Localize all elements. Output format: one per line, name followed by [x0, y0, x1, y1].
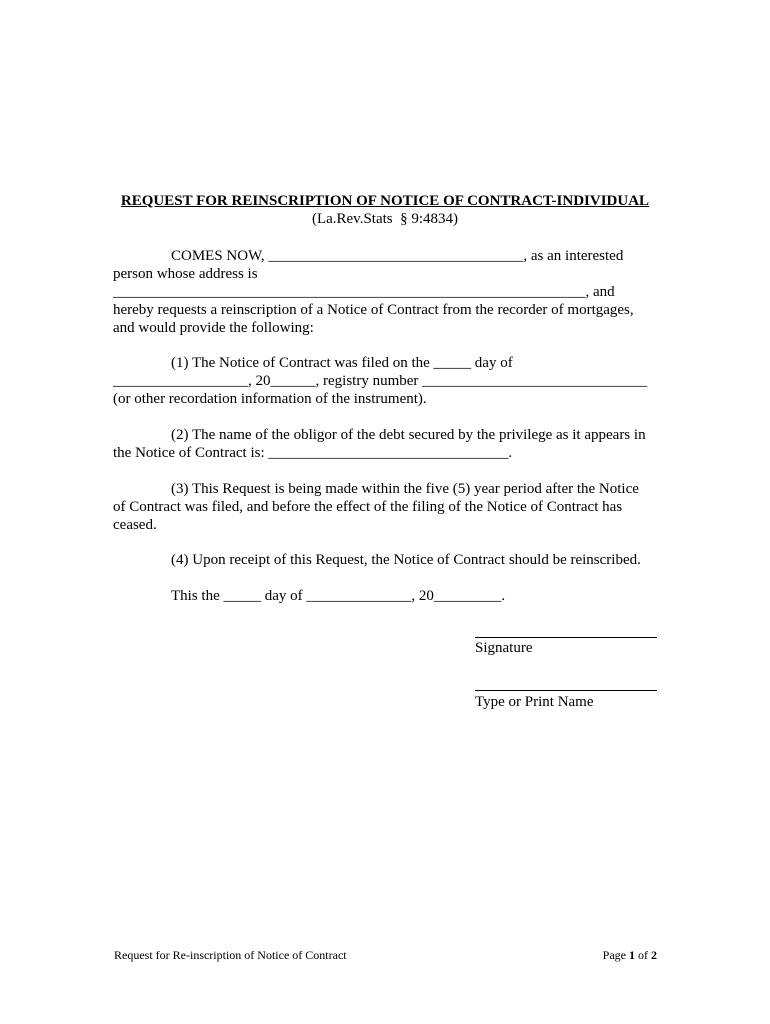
item2-line-2: the Notice of Contract is: ________________________________. [113, 445, 513, 461]
intro-line-3: _______________________________________________________________, and [113, 284, 615, 300]
footer-page-prefix: Page [602, 948, 629, 962]
footer-page-of: of [635, 948, 651, 962]
item4-line-1: (4) Upon receipt of this Request, the Notice of Contract should be reinscribed. [171, 552, 641, 568]
signature-label: Signature [475, 640, 533, 656]
footer-document-name: Request for Re-inscription of Notice of Contract [114, 948, 347, 962]
item1-line-1: (1) The Notice of Contract was filed on the _____ day of [171, 355, 513, 371]
footer-page-total: 2 [651, 948, 657, 962]
intro-line-2: person whose address is [113, 266, 258, 282]
signature-rule [475, 637, 657, 638]
date-line: This the _____ day of ______________, 20_________. [171, 588, 506, 604]
intro-line-5: and would provide the following: [113, 320, 314, 336]
item1-line-2: __________________, 20______, registry number ______________________________ [113, 373, 648, 389]
intro-line-1: COMES NOW, __________________________________, as an interested [171, 248, 624, 264]
footer-page-number [603, 948, 657, 963]
item1-line-3: (or other recordation information of the instrument). [113, 391, 427, 407]
print-name-rule [475, 690, 657, 691]
item2-line-1: (2) The name of the obligor of the debt secured by the privilege as it appears in [171, 427, 646, 443]
item3-line-2: of Contract was filed, and before the effect of the filing of the Notice of Contract has [113, 499, 623, 515]
document-subtitle: (La.Rev.Stats § 9:4834) [311, 211, 459, 227]
document-title: REQUEST FOR REINSCRIPTION OF NOTICE OF CONTRACT-INDIVIDUAL [120, 193, 650, 209]
item3-line-3: ceased. [113, 517, 157, 533]
item3-line-1: (3) This Request is being made within the five (5) year period after the Notice [171, 481, 639, 497]
print-name-label: Type or Print Name [475, 694, 594, 710]
footer-page-current: 1 [629, 948, 635, 962]
intro-line-4: hereby requests a reinscription of a Notice of Contract from the recorder of mortgages, [113, 302, 634, 318]
